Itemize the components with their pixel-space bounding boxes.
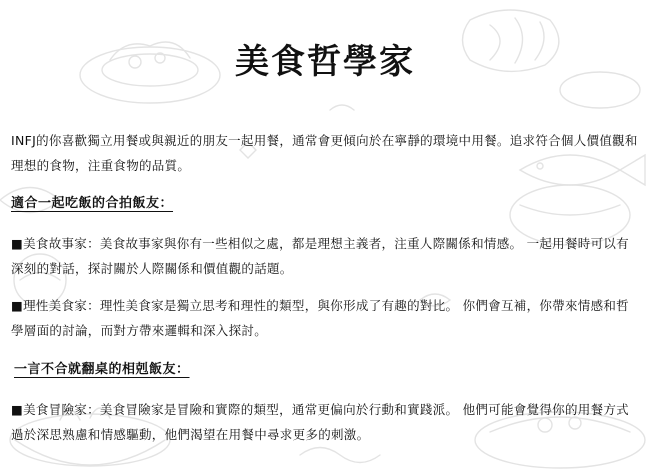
- incompatible-heading: 一言不合就翻桌的相剋飯友：: [14, 362, 190, 377]
- incompatible-item-adventurer: ■美食冒險家：美食冒險家是冒險和實際的類型，通常更偏向於行動和實踐派。 他們可能會覺得你的用餐方式過於深思熟慮和情感驅動，他們渴望在用餐中尋求更多的刺激。: [11, 402, 629, 442]
- compatible-heading: 適合一起吃飯的合拍飯友：: [11, 196, 174, 211]
- page-title: 美食哲學家: [235, 42, 415, 82]
- intro-paragraph: INFJ的你喜歡獨立用餐或與親近的朋友一起用餐，通常會更傾向於在寧靜的環境中用餐。追求符合個人價值觀和理想的食物，注重食物的品質。: [11, 133, 638, 173]
- compatible-item-rational-gourmet: ■理性美食家：理性美食家是獨立思考和理性的類型，與你形成了有趣的對比。 你們會互補，你帶來情感和哲學層面的討論，而對方帶來邏輯和深入探討。: [11, 298, 629, 338]
- compatible-item-storyteller: ■美食故事家：美食故事家與你有一些相似之處，都是理想主義者，注重人際關係和情感。 一起用餐時可以有深刻的對話，探討關於人際關係和價值觀的話題。: [11, 236, 629, 276]
